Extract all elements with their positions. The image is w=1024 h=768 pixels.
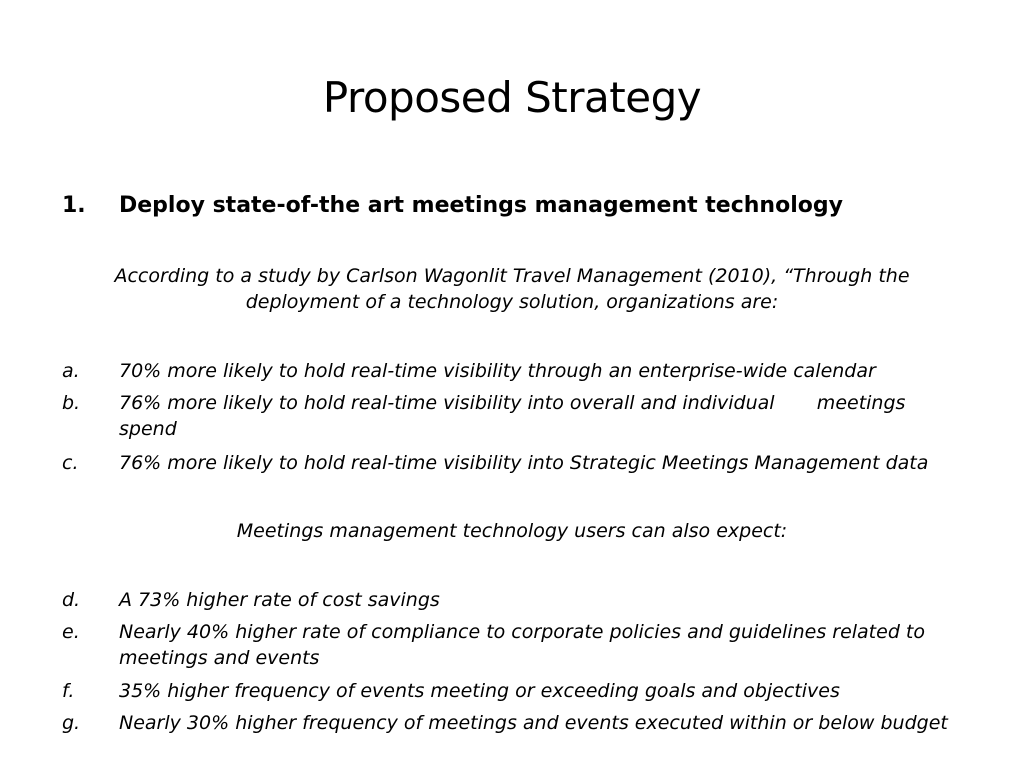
list-item-text: Nearly 30% higher frequency of meetings and events executed within or below budget xyxy=(119,712,948,734)
list-marker: f. xyxy=(62,680,75,702)
strategy-heading-text: Deploy state-of-the art meetings management technology xyxy=(119,193,843,218)
list-item-text: Nearly 40% higher rate of compliance to corporate policies and guidelines related to meetings and events xyxy=(119,621,925,669)
list-item-text: A 73% higher rate of cost savings xyxy=(119,589,440,611)
list-marker: g. xyxy=(62,712,81,734)
list-item-text: 70% more likely to hold real-time visibility through an enterprise-wide calendar xyxy=(119,360,876,382)
list-marker: a. xyxy=(62,360,80,382)
study-intro: According to a study by Carlson Wagonlit Travel Management (2010), “Through the deployment of a technology solution, organizations are: xyxy=(114,265,910,313)
list-marker: e. xyxy=(62,621,80,643)
expect-intro: Meetings management technology users can also expect: xyxy=(236,520,788,542)
list-item-text: 35% higher frequency of events meeting or exceeding goals and objectives xyxy=(119,680,840,702)
list-item-text: 76% more likely to hold real-time visibility into Strategic Meetings Management data xyxy=(119,452,929,474)
slide-title: Proposed Strategy xyxy=(322,73,702,122)
list-marker: b. xyxy=(62,392,81,414)
strategy-number: 1. xyxy=(62,193,86,218)
list-marker: d. xyxy=(62,589,81,611)
list-marker: c. xyxy=(62,452,79,474)
list-item-text: 76% more likely to hold real-time visibility into overall and individual meetings spend xyxy=(119,392,906,440)
